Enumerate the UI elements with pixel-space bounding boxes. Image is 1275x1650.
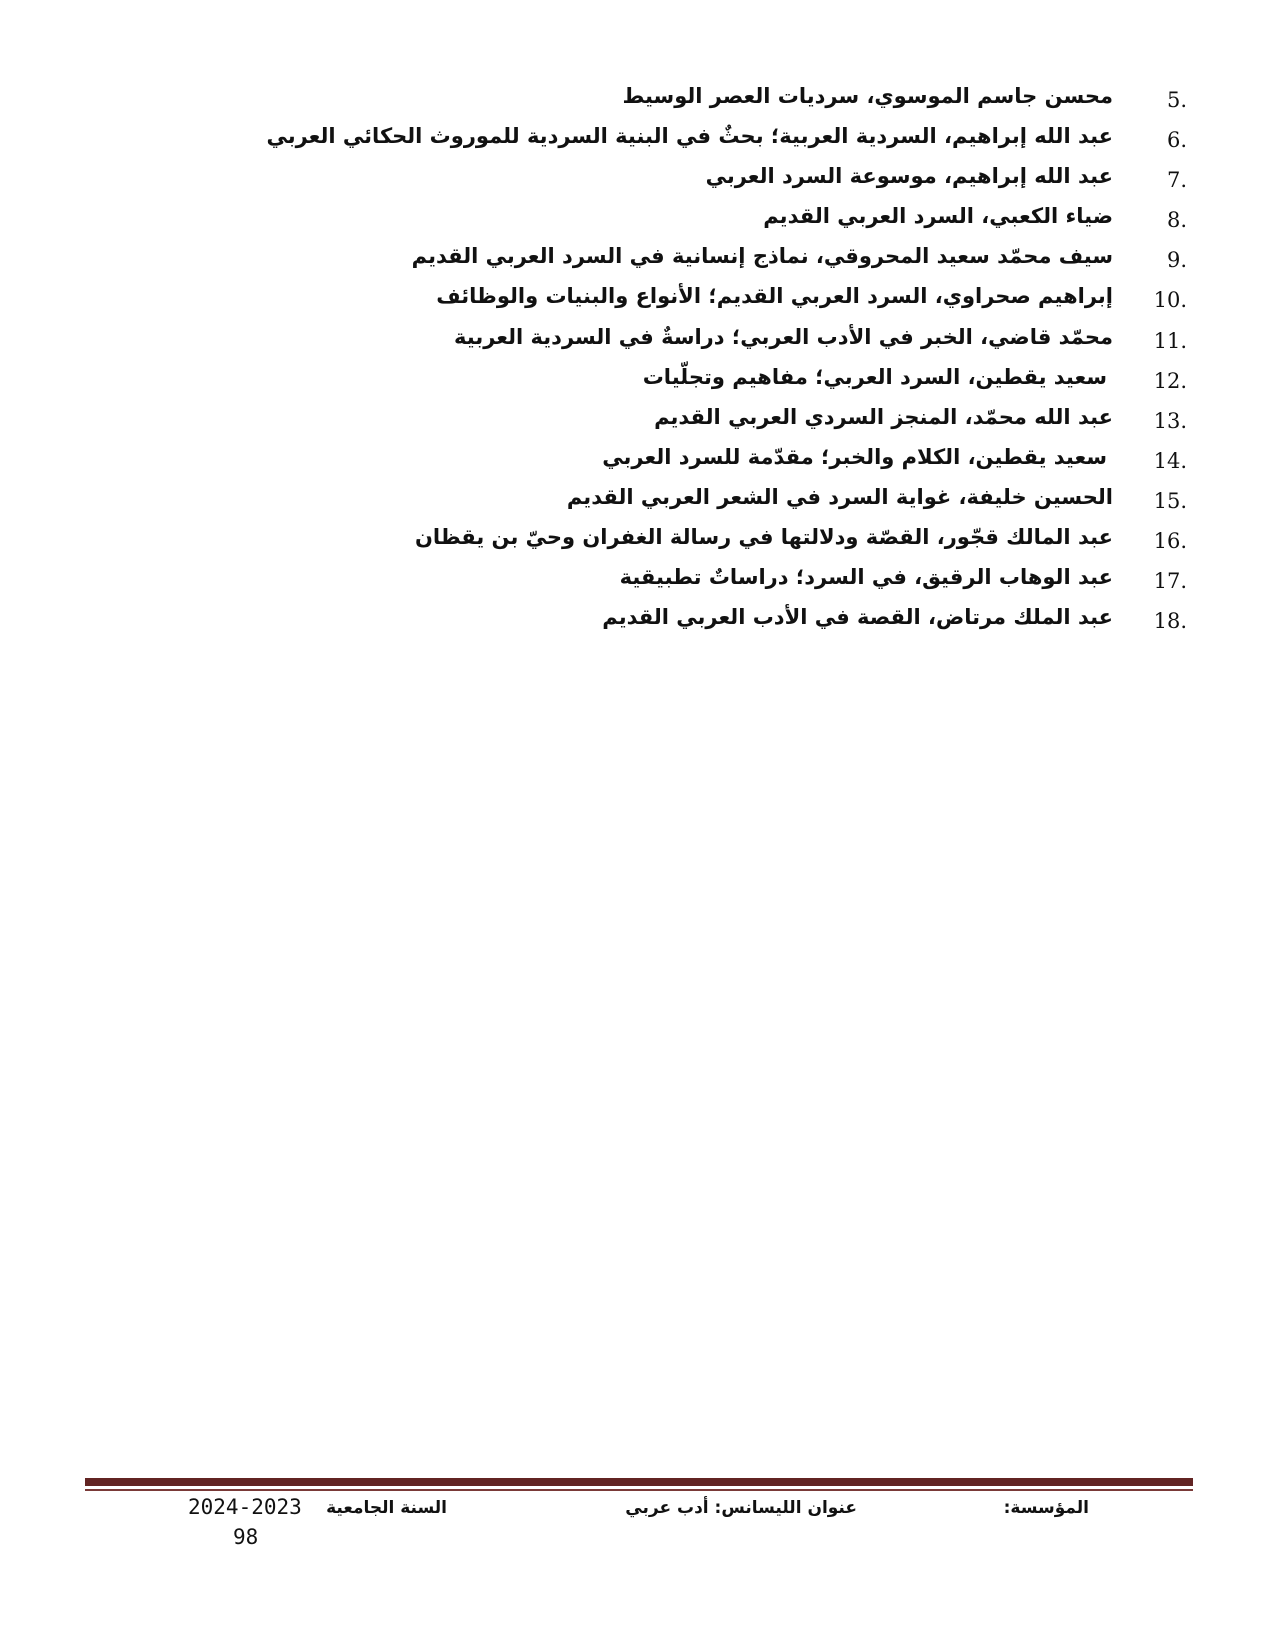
item-number: 18.	[1153, 609, 1187, 634]
item-number: 5.	[1166, 88, 1187, 112]
item-text: عبد الملك مرتاض، القصة في الأدب العربي القديم	[602, 605, 1113, 630]
list-item	[0, 523, 1275, 563]
item-text: سعيد يقطين، السرد العربي؛ مفاهيم وتجلّيات	[642, 364, 1107, 389]
footer-institution-label: المؤسسة:	[1003, 1498, 1089, 1518]
reference-list	[0, 82, 1275, 643]
item-number: 17.	[1153, 569, 1187, 594]
item-number: 7.	[1166, 168, 1187, 193]
item-number: 8.	[1166, 208, 1187, 233]
item-number: 14.	[1153, 448, 1187, 473]
item-number: 16.	[1153, 529, 1187, 554]
list-item	[0, 603, 1275, 643]
item-number: 9.	[1166, 248, 1187, 273]
item-number: 12.	[1153, 368, 1187, 393]
list-item	[0, 363, 1275, 403]
item-text: عبد الله إبراهيم، موسوعة السرد العربي	[705, 164, 1113, 189]
footer-divider-thin	[85, 1489, 1193, 1491]
list-item	[0, 483, 1275, 523]
item-text: عبد الله إبراهيم، السردية العربية؛ بحثٌ في البنية السردية للموروث الحكائي العربي	[266, 124, 1113, 149]
footer-academic-year: 2024-2023	[188, 1495, 302, 1519]
page-number: 98	[233, 1525, 259, 1549]
item-text: الحسين خليفة، غواية السرد في الشعر العربي القديم	[566, 484, 1113, 509]
item-text: عبد الوهاب الرقيق، في السرد؛ دراساتٌ تطبيقية	[619, 565, 1113, 590]
list-item	[0, 82, 1275, 122]
item-text: عبد الله محمّد، المنجز السردي العربي القديم	[654, 404, 1113, 429]
item-number: 13.	[1153, 408, 1187, 433]
item-number: 10.	[1153, 288, 1187, 313]
item-text: سيف محمّد سعيد المحروقي، نماذج إنسانية في السرد العربي القديم	[411, 244, 1113, 269]
item-text: سعيد يقطين، الكلام والخبر؛ مقدّمة للسرد العربي	[602, 444, 1107, 469]
list-item	[0, 403, 1275, 443]
list-item	[0, 443, 1275, 483]
item-number: 11.	[1153, 328, 1187, 353]
list-item	[0, 242, 1275, 282]
list-item	[0, 563, 1275, 603]
item-number: 15.	[1153, 488, 1187, 513]
list-item	[0, 282, 1275, 322]
item-text: عبد المالك قجّور، القصّة ودلالتها في رسالة الغفران وحيّ بن يقظان	[414, 525, 1113, 550]
footer-license-title: عنوان الليسانس: أدب عربي	[625, 1498, 857, 1518]
list-item	[0, 323, 1275, 363]
list-item	[0, 202, 1275, 242]
list-item	[0, 162, 1275, 202]
item-text: محسن جاسم الموسوي، سرديات العصر الوسيط	[622, 84, 1113, 108]
footer-divider-thick	[85, 1478, 1193, 1486]
item-number: 6.	[1166, 128, 1187, 153]
footer-academic-year-label: السنة الجامعية	[326, 1498, 447, 1518]
item-text: محمّد قاضي، الخبر في الأدب العربي؛ دراسةٌ في السردية العربية	[454, 324, 1113, 349]
item-text: إبراهيم صحراوي، السرد العربي القديم؛ الأنواع والبنيات والوظائف	[436, 284, 1113, 309]
item-text: ضياء الكعبي، السرد العربي القديم	[763, 204, 1113, 229]
list-item	[0, 122, 1275, 162]
